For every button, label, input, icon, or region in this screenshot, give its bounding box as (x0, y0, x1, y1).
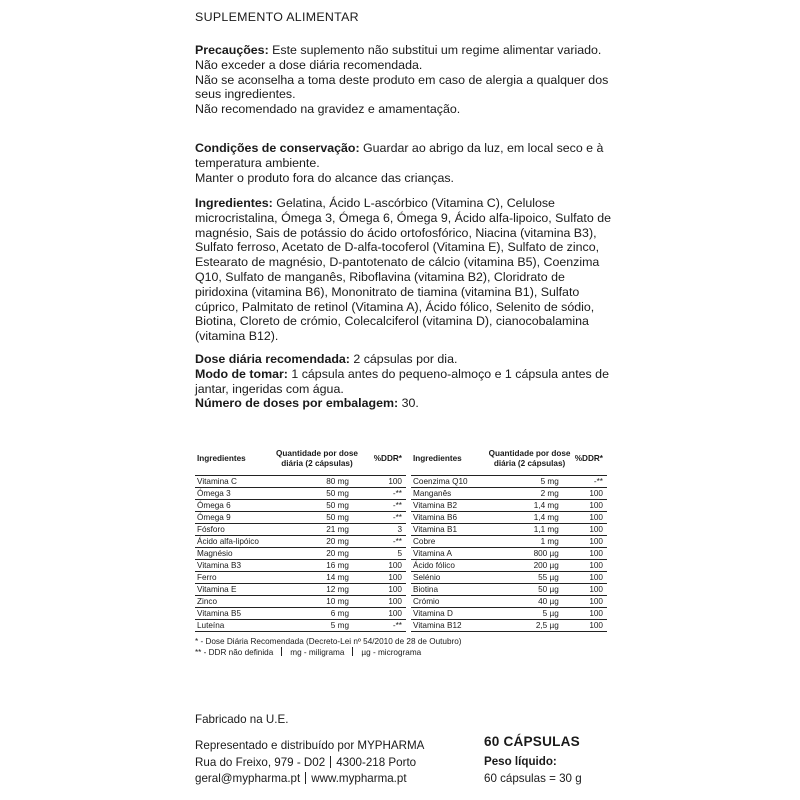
table-row (411, 548, 607, 560)
cell-ddr: 100 (573, 572, 607, 584)
cell-ingredient: Ácido alfa-lipóico (195, 536, 271, 548)
cell-quantity: 14 mg (271, 572, 363, 584)
table-row (195, 620, 406, 632)
cell-quantity: 1 mg (486, 536, 572, 548)
note-abbreviations: ** - DDR não definida mg - miligrama µg - micrograma (195, 648, 422, 657)
cell-ingredient: Crómio (411, 596, 486, 608)
table-row (411, 488, 607, 500)
cell-ddr: 100 (573, 524, 607, 536)
cell-ddr: 100 (363, 476, 406, 488)
ingredients-text: Gelatina, Ácido L-ascórbico (Vitamina C), Celulose microcristalina, Ómega 3, Ómega 6, Ómega 9, Ácido alfa-lipoico, Sulfato de magnésio, Sais de potássio do ácido ortofosfórico, Niacina (vitamina B3), Sulfato ferroso, Acetato de D-alfa-tocoferol (Vitamina E), Sulfato de zinco, Estearato de magnésio, D-pantotenato de cálcio (vitamina B5), Coenzima Q10, Sulfato de manganês, Riboflavina (vitamina B2), Cloridrato de piridoxina (vitamina B6), Mononitrato de tiamina (vitamina B1), Sulfato cúprico, Palmitato de retinol (Vitamina A), Ácido fólico, Selenito de sódio, Biotina, Cloreto de crómio, Colecalciferol (vitamina D), cianocobalamina (vitamina B12). (195, 196, 611, 344)
cell-ddr: -** (363, 620, 406, 632)
cell-ddr: -** (363, 536, 406, 548)
cell-ddr: 100 (573, 620, 607, 632)
cell-quantity: 1,4 mg (486, 512, 572, 524)
cell-ddr: 5 (363, 548, 406, 560)
table-notes (195, 637, 615, 658)
cell-ddr: -** (363, 500, 406, 512)
cell-ddr: 100 (363, 596, 406, 608)
cell-ingredient: Vitamina B1 (411, 524, 486, 536)
table-row (411, 584, 607, 596)
cell-ddr: -** (573, 476, 607, 488)
cell-ddr: 100 (363, 608, 406, 620)
col-ingredients: Ingredientes (411, 443, 486, 476)
cell-ingredient: Coenzima Q10 (411, 476, 486, 488)
cell-quantity: 20 mg (271, 548, 363, 560)
table-header-row (195, 443, 406, 476)
col-quantity: Quantidade por dose diária (2 cápsulas) (271, 443, 363, 476)
cell-ingredient: Ómega 9 (195, 512, 271, 524)
net-weight-value: 60 cápsulas = 30 g (484, 771, 582, 785)
storage-section (195, 141, 615, 185)
col-ddr: %DDR* (573, 443, 607, 476)
table-row (195, 572, 406, 584)
ingredients-label: Ingredientes: (195, 196, 273, 210)
col-ddr: %DDR* (363, 443, 406, 476)
cell-ingredient: Vitamina B3 (195, 560, 271, 572)
cell-ddr: 100 (363, 584, 406, 596)
cell-quantity: 20 mg (271, 536, 363, 548)
cell-quantity: 80 mg (271, 476, 363, 488)
table-row (195, 500, 406, 512)
distributor: Representado e distribuído por MYPHARMA (195, 739, 425, 752)
usage-mode: Modo de tomar: 1 cápsula antes do pequeno-almoço e 1 cápsula antes de jantar, ingeridas com água. (195, 366, 609, 396)
cell-quantity: 21 mg (271, 524, 363, 536)
cell-ingredient: Magnésio (195, 548, 271, 560)
cell-ingredient: Vitamina A (411, 548, 486, 560)
table-row (195, 548, 406, 560)
cell-ingredient: Vitamina E (195, 584, 271, 596)
address: Rua do Freixo, 979 - D02 4300-218 Porto (195, 755, 417, 769)
cell-quantity: 50 mg (271, 488, 363, 500)
table-row (195, 596, 406, 608)
cell-ingredient: Vitamina B5 (195, 608, 271, 620)
website: www.mypharma.pt (311, 772, 407, 785)
cell-ingredient: Manganês (411, 488, 486, 500)
table-row (411, 560, 607, 572)
email: geral@mypharma.pt (195, 772, 301, 785)
cell-ddr: 100 (573, 488, 607, 500)
cell-ingredient: Vitamina B12 (411, 620, 486, 632)
cell-ddr: -** (363, 512, 406, 524)
cell-ingredient: Vitamina B2 (411, 500, 486, 512)
capsule-count: 60 CÁPSULAS (484, 734, 580, 749)
cell-ingredient: Vitamina D (411, 608, 486, 620)
table-row (195, 608, 406, 620)
cell-ingredient: Selénio (411, 572, 486, 584)
cell-ddr: 100 (573, 596, 607, 608)
cell-ingredient: Ómega 6 (195, 500, 271, 512)
doses-per-pack: Número de doses por embalagem: 30. (195, 396, 419, 411)
contacts (195, 771, 475, 788)
cell-ingredient: Fósforo (195, 524, 271, 536)
cell-ingredient: Vitamina C (195, 476, 271, 488)
cell-quantity: 1,4 mg (486, 500, 572, 512)
table-row (195, 584, 406, 596)
cell-quantity: 55 µg (486, 572, 572, 584)
cell-quantity: 16 mg (271, 560, 363, 572)
col-quantity: Quantidade por dose diária (2 cápsulas) (486, 443, 572, 476)
cell-ingredient: Ácido fólico (411, 560, 486, 572)
cell-quantity: 6 mg (271, 608, 363, 620)
table-row (411, 596, 607, 608)
dosage-section (195, 352, 615, 411)
storage-line: Manter o produto fora do alcance das crianças. (195, 170, 454, 185)
cell-quantity: 200 µg (486, 560, 572, 572)
cell-quantity: 50 mg (271, 500, 363, 512)
cell-ddr: 100 (573, 512, 607, 524)
cell-quantity: 12 mg (271, 584, 363, 596)
precautions-section (195, 43, 615, 117)
precautions-line: Não recomendado na gravidez e amamentação. (195, 102, 461, 117)
net-weight-label: Peso líquido: (484, 755, 557, 768)
note-ddr: * - Dose Diária Recomendada (Decreto-Lei nº 54/2010 de 28 de Outubro) (195, 637, 462, 646)
table-body-right (411, 476, 607, 632)
table-row (411, 476, 607, 488)
cell-quantity: 1,1 mg (486, 524, 572, 536)
table-row (411, 620, 607, 632)
cell-quantity: 5 mg (486, 476, 572, 488)
distributor-info (195, 738, 475, 788)
cell-ddr: 100 (363, 560, 406, 572)
nutrition-table-left (195, 443, 406, 632)
cell-ingredient: Cobre (411, 536, 486, 548)
cell-ingredient: Luteína (195, 620, 271, 632)
cell-ddr: 3 (363, 524, 406, 536)
cell-ddr: 100 (573, 584, 607, 596)
table-row (195, 512, 406, 524)
cell-ddr: 100 (573, 536, 607, 548)
table-row (411, 500, 607, 512)
precautions-line: Não exceder a dose diária recomendada. (195, 57, 423, 72)
table-row (411, 524, 607, 536)
cell-ddr: 100 (573, 608, 607, 620)
table-row (411, 608, 607, 620)
storage-line: Condições de conservação: Guardar ao abrigo da luz, em local seco e à temperatura ambiente. (195, 141, 604, 170)
cell-quantity: 10 mg (271, 596, 363, 608)
cell-quantity: 50 µg (486, 584, 572, 596)
cell-ingredient: Biotina (411, 584, 486, 596)
table-row (195, 524, 406, 536)
cell-ddr: 100 (363, 572, 406, 584)
cell-ingredient: Ómega 3 (195, 488, 271, 500)
cell-quantity: 5 mg (271, 620, 363, 632)
daily-dose: Dose diária recomendada: 2 cápsulas por dia. (195, 352, 458, 366)
separator (305, 772, 306, 784)
cell-ingredient: Zinco (195, 596, 271, 608)
cell-quantity: 40 µg (486, 596, 572, 608)
table-row (411, 512, 607, 524)
cell-quantity: 5 µg (486, 608, 572, 620)
table-row (195, 560, 406, 572)
cell-ddr: 100 (573, 500, 607, 512)
cell-quantity: 800 µg (486, 548, 572, 560)
table-row (411, 572, 607, 584)
cell-quantity: 50 mg (271, 512, 363, 524)
cell-ddr: 100 (573, 548, 607, 560)
ingredients-section (195, 196, 615, 344)
cell-ddr: -** (363, 488, 406, 500)
separator (330, 756, 331, 768)
col-ingredients: Ingredientes (195, 443, 271, 476)
table-body-left (195, 476, 406, 632)
label-title: SUPLEMENTO ALIMENTAR (195, 10, 359, 24)
table-row (411, 536, 607, 548)
precautions-line: Não se aconselha a toma deste produto em caso de alergia a qualquer dos seus ingredientes. (195, 72, 609, 102)
cell-ddr: 100 (573, 560, 607, 572)
nutrition-table-right (411, 443, 607, 632)
precautions-label: Precauções: (195, 43, 269, 57)
cell-ingredient: Ferro (195, 572, 271, 584)
manufactured-in: Fabricado na U.E. (195, 713, 289, 726)
table-header-row (411, 443, 607, 476)
separator (352, 647, 353, 656)
precautions-line: Precauções: Este suplemento não substitui um regime alimentar variado. (195, 43, 602, 57)
storage-label: Condições de conservação: (195, 141, 360, 155)
table-row (195, 476, 406, 488)
table-row (195, 488, 406, 500)
separator (281, 647, 282, 656)
net-weight (484, 754, 582, 787)
cell-ingredient: Vitamina B6 (411, 512, 486, 524)
cell-quantity: 2,5 µg (486, 620, 572, 632)
cell-quantity: 2 mg (486, 488, 572, 500)
table-row (195, 536, 406, 548)
